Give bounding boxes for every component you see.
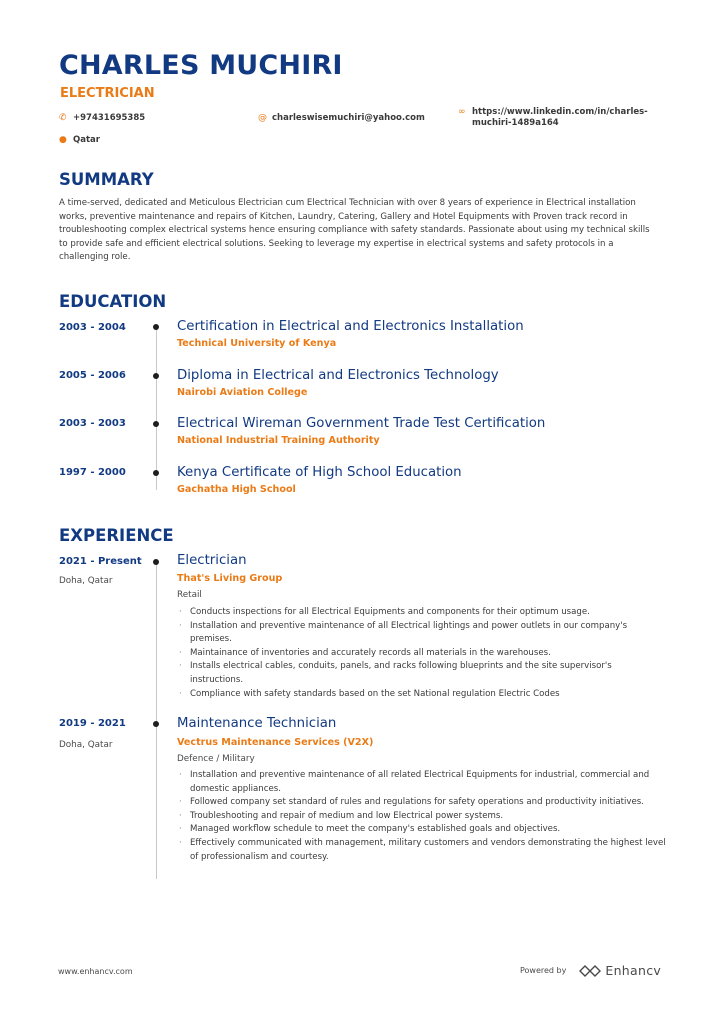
experience-dates: 2021 - Present (59, 556, 142, 567)
location-text: Qatar (73, 135, 100, 145)
experience-bullet: · Managed workflow schedule to meet the company's established goals and objectives. (177, 823, 667, 837)
experience-timeline-line (156, 561, 157, 879)
education-dates: 1997 - 2000 (59, 467, 126, 478)
timeline-dot (153, 470, 159, 476)
timeline-dot (153, 721, 159, 727)
education-dates: 2003 - 2003 (59, 418, 126, 429)
timeline-dot (153, 421, 159, 427)
education-degree: Kenya Certificate of High School Education (177, 465, 462, 480)
contact-linkedin[interactable] (458, 107, 658, 129)
education-school: Nairobi Aviation College (177, 387, 308, 398)
education-dates: 2005 - 2006 (59, 370, 126, 381)
experience-title: Maintenance Technician (177, 716, 337, 731)
experience-bullet: · Conducts inspections for all Electrical Equipments and components for their optimum usage. (177, 606, 667, 620)
experience-bullet: · Maintainance of inventories and accurately records all materials in the warehouses. (177, 647, 667, 661)
contact-email[interactable] (258, 113, 425, 124)
education-school: National Industrial Training Authority (177, 435, 380, 446)
linkedin-text[interactable]: https://www.linkedin.com/in/charles-muchiri-1489a164 (472, 107, 648, 128)
link-icon: ∞ (458, 107, 466, 117)
education-heading: EDUCATION (59, 292, 167, 311)
timeline-dot (153, 559, 159, 565)
education-timeline-line (156, 327, 157, 490)
experience-bullet: · Installation and preventive maintenance of all Electrical lightings and power outlets in our company's premises. (177, 620, 667, 647)
footer-powered-by (520, 963, 661, 978)
education-school: Technical University of Kenya (177, 338, 337, 349)
email-text[interactable]: charleswisemuchiri@yahoo.com (272, 113, 425, 123)
phone-text: +97431695385 (73, 113, 146, 123)
footer-website[interactable]: www.enhancv.com (58, 967, 133, 976)
experience-dates: 2019 - 2021 (59, 718, 126, 729)
powered-by-label: Powered by (520, 966, 567, 975)
summary-text: A time-served, dedicated and Meticulous Electrician cum Electrical Technician with over 8 years of experience in Electrical installation works, preventive maintenance and repairs of Kitchen, Laundry, Catering, Gallery and Hotel Equipments with Proven track record in troubleshooting complex electrical systems hence ensuring compliance with safety standards. Passionate about using my technical skills to provide safe and efficient electrical solutions. Seeking to leverage my expertise in electrical systems and safety protocols in a challenging role. (59, 198, 650, 263)
experience-company: Vectrus Maintenance Services (V2X) (177, 737, 374, 748)
experience-heading: EXPERIENCE (59, 526, 174, 545)
enhancv-brand: Enhancv (605, 963, 662, 978)
phone-icon: ✆ (59, 113, 67, 123)
timeline-dot (153, 324, 159, 330)
experience-company: That's Living Group (177, 573, 283, 584)
timeline-dot (153, 373, 159, 379)
experience-bullet: · Installs electrical cables, conduits, panels, and racks following blueprints and the site supervisor's instructions. (177, 660, 667, 687)
education-degree: Electrical Wireman Government Trade Test Certification (177, 416, 546, 431)
experience-bullet: · Effectively communicated with management, military customers and vendors demonstrating the highest level of professionalism and courtesy. (177, 837, 667, 864)
experience-bullets (177, 606, 667, 701)
at-icon: @ (258, 113, 267, 123)
contact-phone (59, 113, 145, 124)
candidate-role: ELECTRICIAN (60, 86, 155, 101)
experience-bullet: · Troubleshooting and repair of medium and low Electrical power systems. (177, 810, 667, 824)
experience-title: Electrician (177, 553, 247, 568)
enhancv-logo-icon (578, 965, 602, 977)
experience-industry: Retail (177, 590, 202, 600)
location-pin-icon: ● (59, 135, 67, 145)
experience-bullet: · Installation and preventive maintenance of all related Electrical Equipments for industrial, commercial and domestic appliances. (177, 769, 667, 796)
experience-bullet: · Compliance with safety standards based on the set National regulation Electric Codes (177, 688, 667, 702)
education-dates: 2003 - 2004 (59, 322, 126, 333)
experience-location: Doha, Qatar (59, 740, 113, 750)
experience-industry: Defence / Military (177, 754, 255, 764)
education-degree: Certification in Electrical and Electronics Installation (177, 319, 524, 334)
experience-bullet: · Followed company set standard of rules and regulations for safety operations and productivity initiatives. (177, 796, 667, 810)
experience-location: Doha, Qatar (59, 576, 113, 586)
education-school: Gachatha High School (177, 484, 296, 495)
experience-bullets (177, 769, 667, 864)
contact-location (59, 135, 100, 146)
candidate-name: CHARLES MUCHIRI (59, 50, 343, 81)
education-degree: Diploma in Electrical and Electronics Technology (177, 368, 499, 383)
summary-heading: SUMMARY (59, 170, 154, 189)
